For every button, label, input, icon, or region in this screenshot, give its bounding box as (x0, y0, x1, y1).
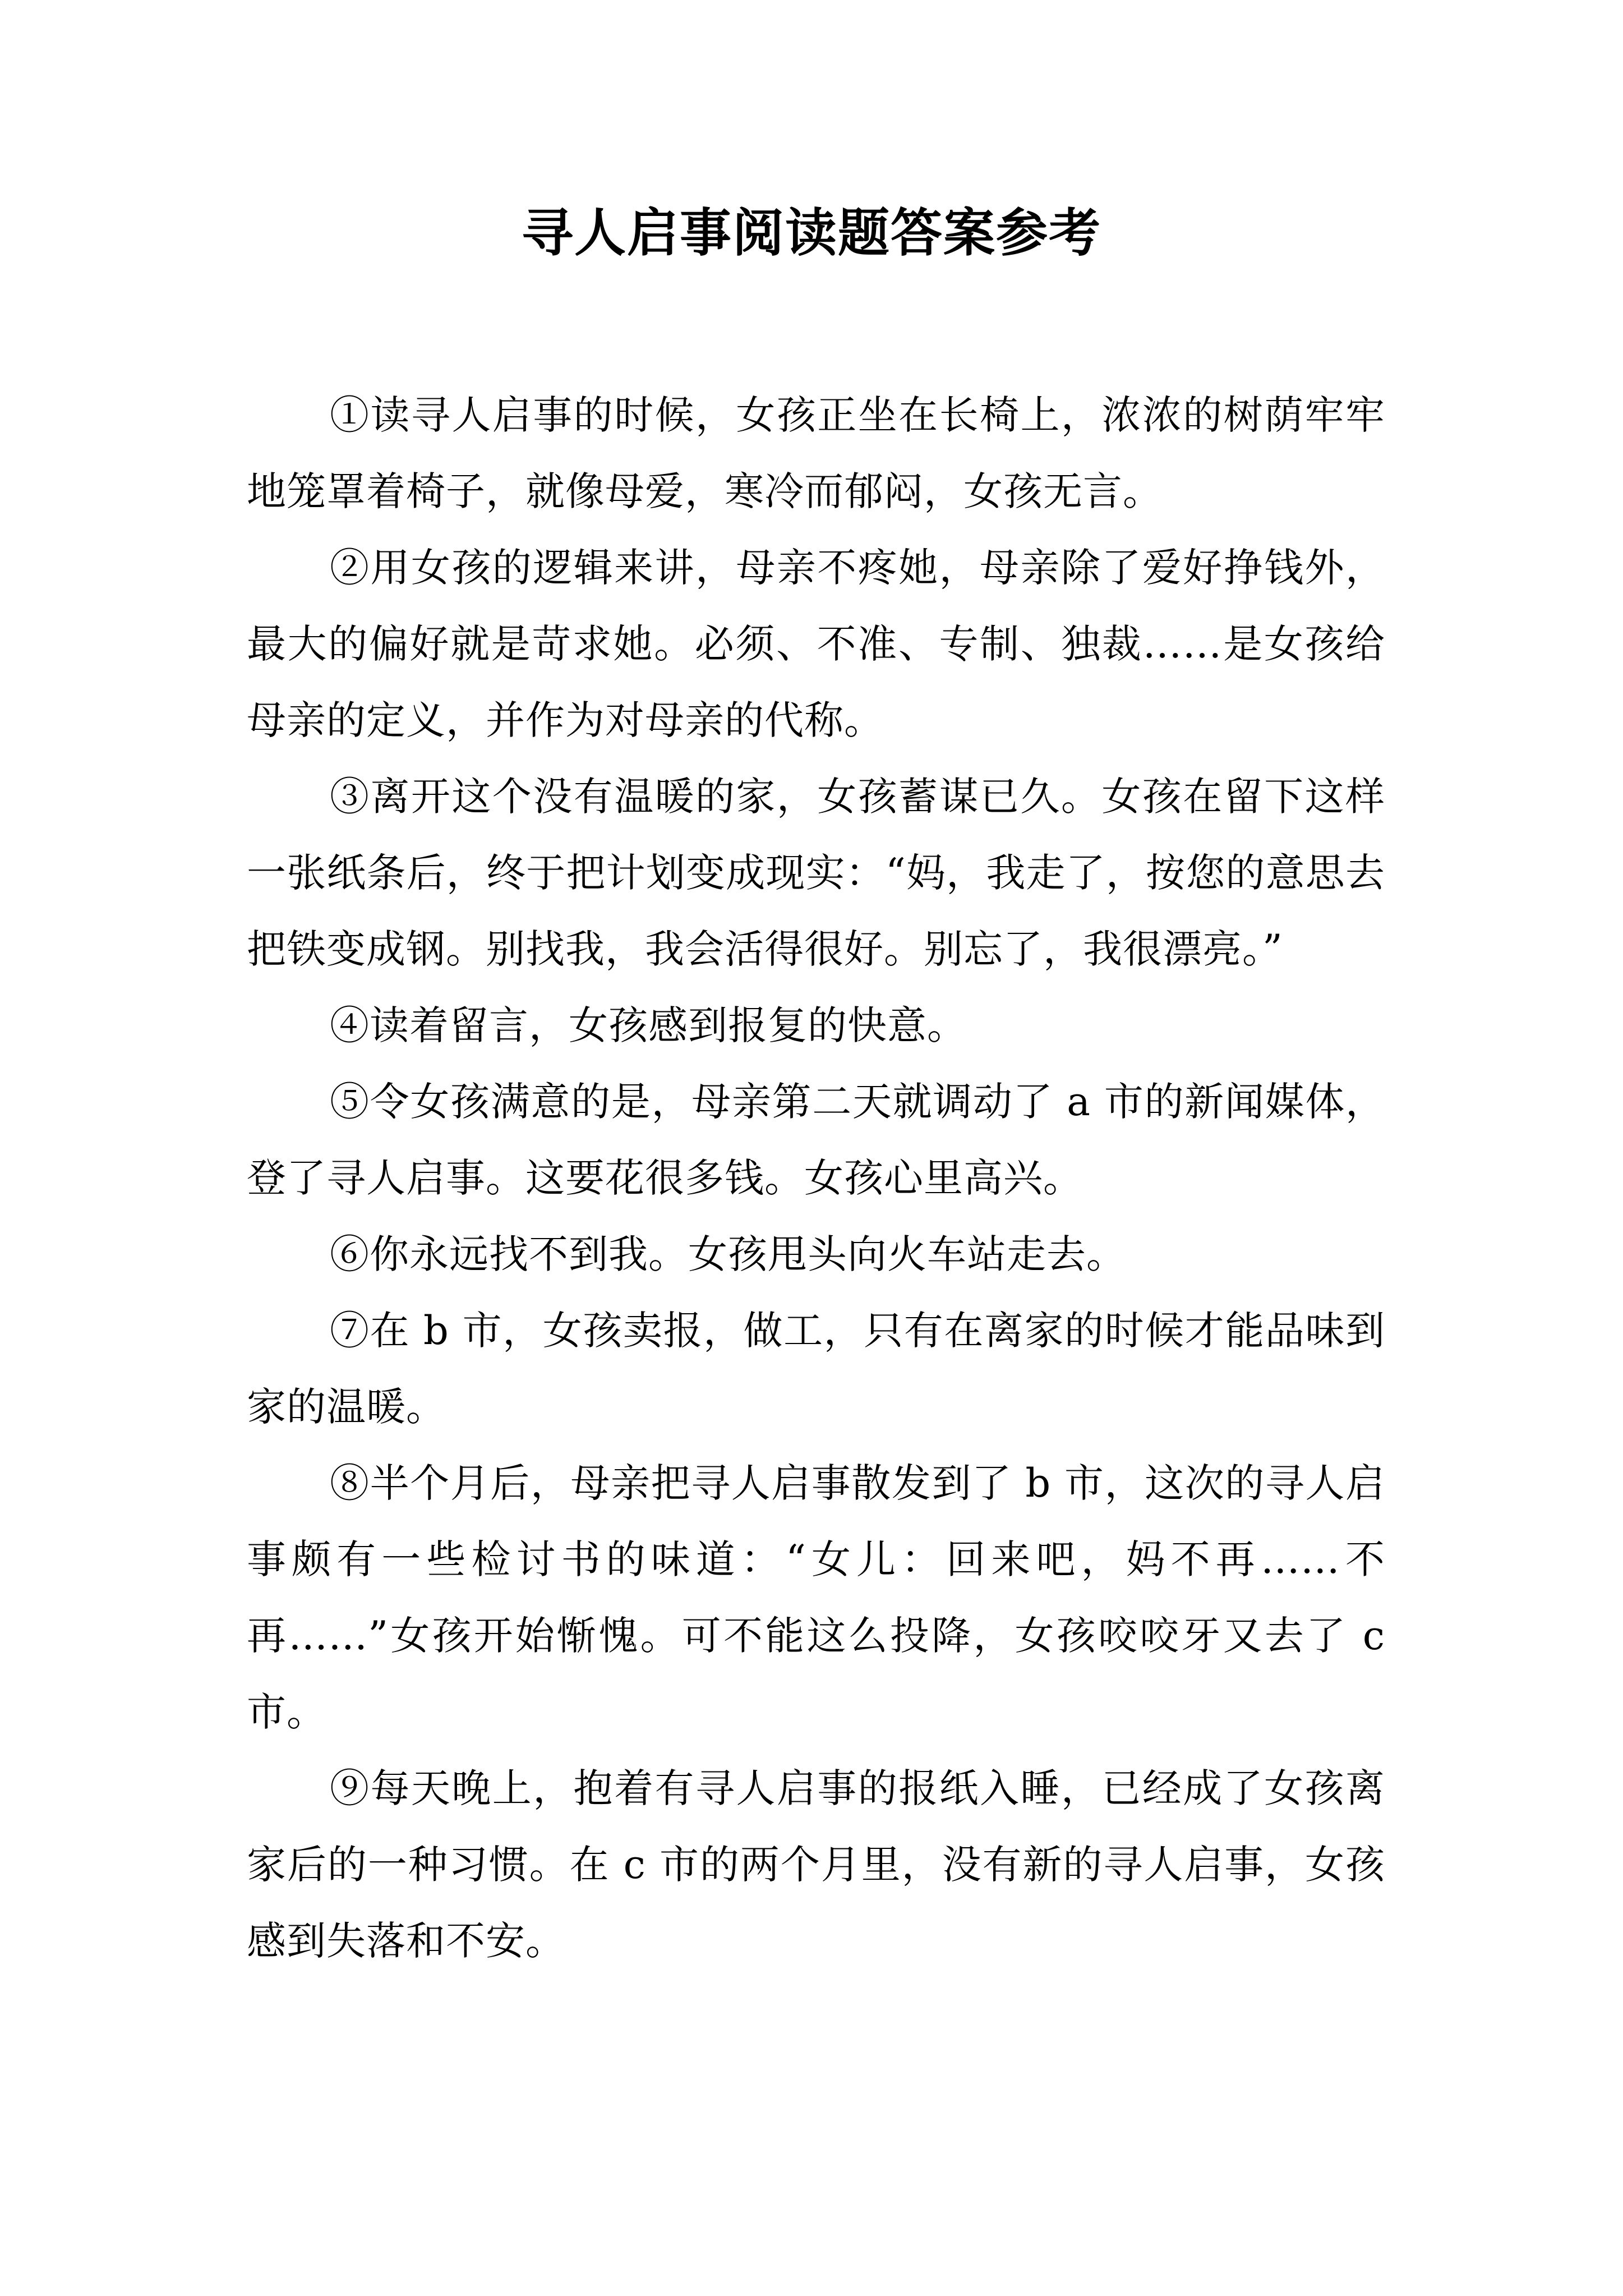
paragraph-9: ⑨每天晚上，抱着有寻人启事的报纸入睡，已经成了女孩离家后的一种习惯。在 c 市的两个月里，没有新的寻人启事，女孩感到失落和不安。 (247, 1765, 1385, 1964)
paragraph-7: ⑦在 b 市，女孩卖报，做工，只有在离家的时候才能品味到家的温暖。 (247, 1308, 1385, 1430)
paragraph-4: ④读着留言，女孩感到报复的快意。 (330, 1002, 967, 1048)
document-title: 寻人启事阅读题答案参考 (521, 203, 1101, 263)
paragraph-1: ①读寻人启事的时候，女孩正坐在长椅上，浓浓的树荫牢牢地笼罩着椅子，就像母爱，寒冷而郁闷，女孩无言。 (247, 392, 1385, 514)
paragraph-3: ③离开这个没有温暖的家，女孩蓄谋已久。女孩在留下这样一张纸条后，终于把计划变成现实：“妈，我走了，按您的意思去把铁变成钢。别找我，我会活得很好。别忘了，我很漂亮。” (247, 774, 1385, 972)
paragraph-5: ⑤令女孩满意的是，母亲第二天就调动了 a 市的新闻媒体，登了寻人启事。这要花很多钱。女孩心里高兴。 (247, 1079, 1385, 1201)
paragraph-2: ②用女孩的逻辑来讲，母亲不疼她，母亲除了爱好挣钱外，最大的偏好就是苛求她。必须、不准、专制、独裁……是女孩给母亲的定义，并作为对母亲的代称。 (247, 545, 1385, 743)
document-body (247, 377, 1385, 1979)
paragraph-8: ⑧半个月后，母亲把寻人启事散发到了 b 市，这次的寻人启事颇有一些检讨书的味道：“女儿：回来吧，妈不再……不再……”女孩开始惭愧。可不能这么投降，女孩咬咬牙又去了 c 市。 (247, 1460, 1385, 1735)
paragraph-6: ⑥你永远找不到我。女孩甩头向火车站走去。 (330, 1231, 1126, 1277)
